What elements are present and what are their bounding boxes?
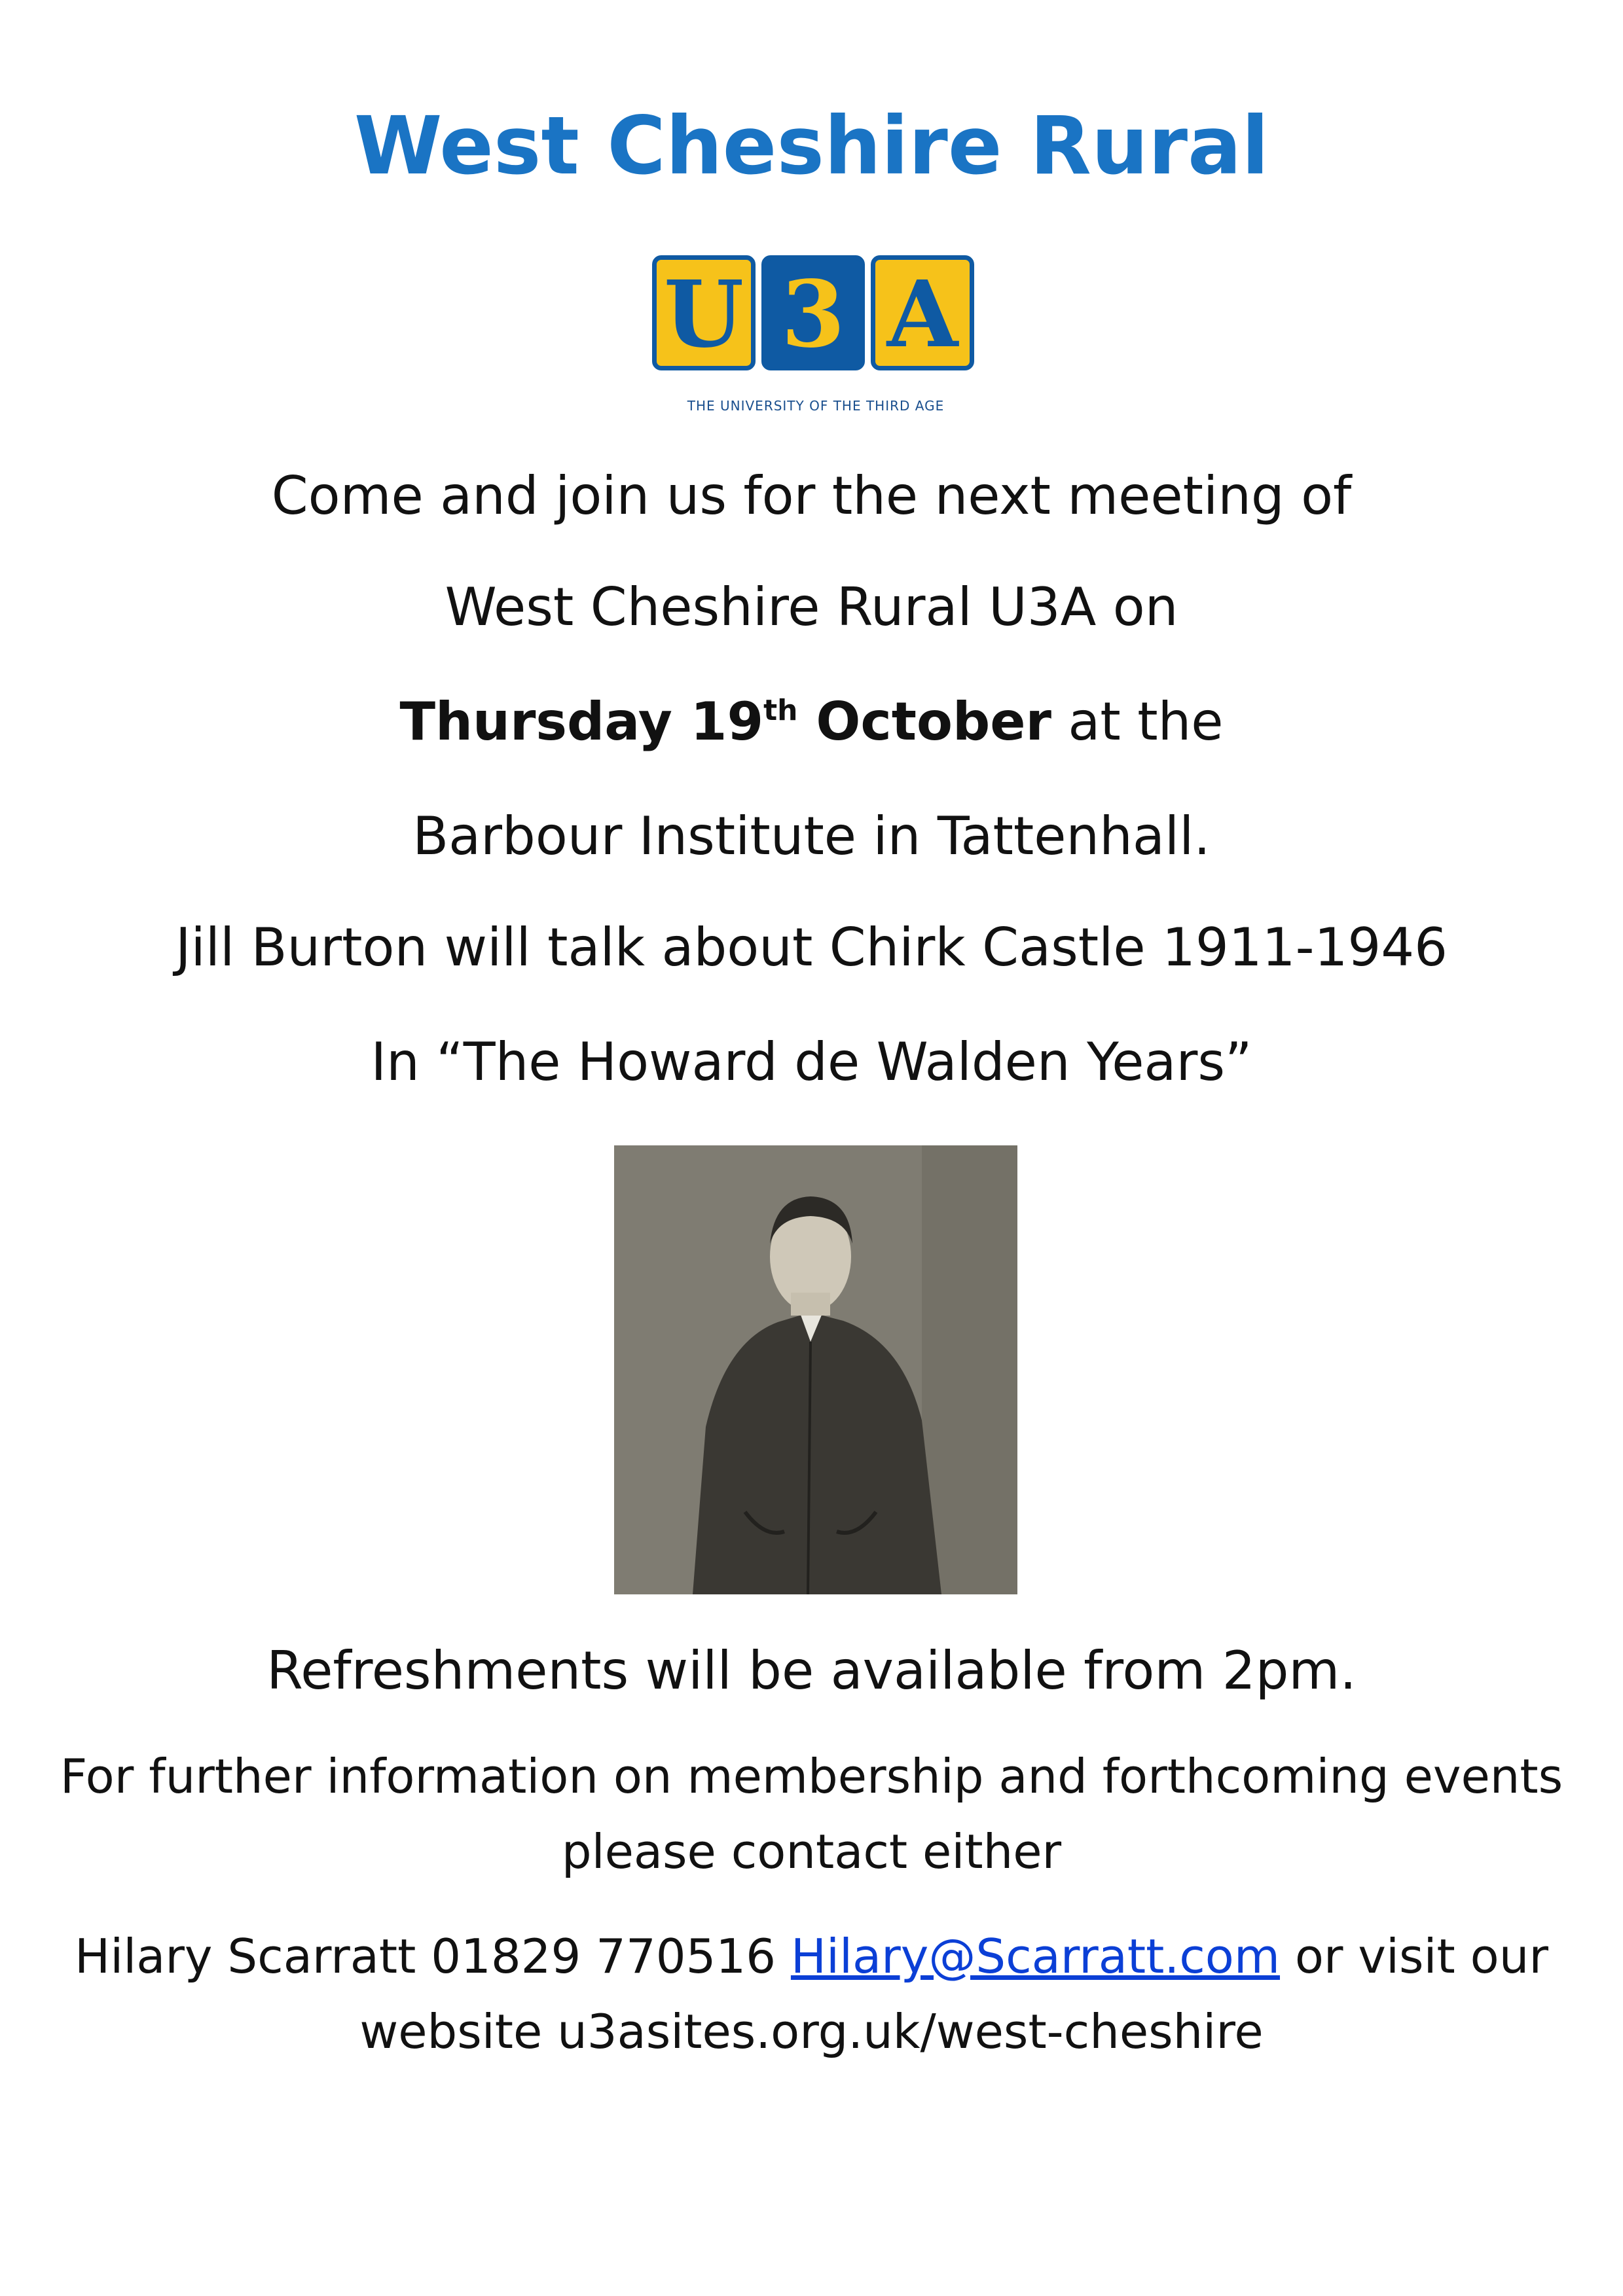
logo-tile-a: A (871, 255, 974, 370)
contact-name-phone: Hilary Scarratt 01829 770516 (75, 1929, 791, 1984)
meeting-date-suffix: th (763, 694, 798, 727)
talk-title-line: In “The Howard de Walden Years” (371, 1031, 1252, 1092)
portrait-photo (614, 1145, 1017, 1594)
contact-suffix: or visit our (1279, 1929, 1548, 1984)
invite-line-2: West Cheshire Rural U3A on (445, 577, 1178, 637)
meeting-date-rest: at the (1051, 691, 1224, 752)
info-line-2: please contact either (561, 1824, 1062, 1879)
info-line-1: For further information on membership and forthcoming events (60, 1749, 1563, 1804)
venue-line: Barbour Institute in Tattenhall. (412, 806, 1211, 867)
logo-tile-3: 3 (761, 255, 865, 370)
meeting-date-month: October (797, 691, 1051, 752)
meeting-date-day: Thursday 19 (399, 691, 764, 752)
logo-caption: THE UNIVERSITY OF THE THIRD AGE (687, 398, 945, 414)
email-link[interactable]: Hilary@Scarratt.com (790, 1929, 1280, 1984)
u3a-logo (652, 255, 979, 425)
portrait-figure (614, 1145, 1017, 1594)
website-line: website u3asites.org.uk/west-cheshire (359, 2004, 1264, 2059)
contact-line (0, 1921, 1623, 1992)
refreshments-line: Refreshments will be available from 2pm. (266, 1640, 1357, 1701)
logo-tile-u: U (652, 255, 756, 370)
page-title: West Cheshire Rural (354, 99, 1269, 192)
meeting-date-line (0, 691, 1623, 753)
speaker-line: Jill Burton will talk about Chirk Castle 1911-1946 (175, 917, 1448, 978)
invite-line-1: Come and join us for the next meeting of (271, 465, 1352, 526)
